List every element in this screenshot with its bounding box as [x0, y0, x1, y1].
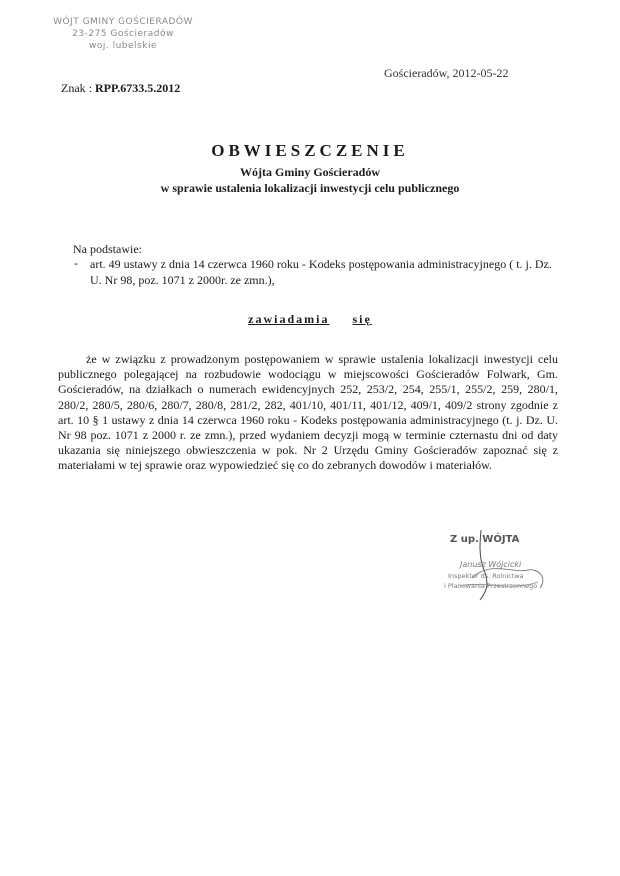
- stamp-line-2: 23-275 Gościeradów: [72, 29, 174, 39]
- document-subtitle-authority: Wójta Gminy Gościeradów: [240, 165, 380, 179]
- signature-position-1: Inspektor ds. Rolnictwa: [448, 572, 524, 580]
- notice-body: że w związku z prowadzonym postępowaniem w sprawie ustalenia lokalizacji inwestycji celu publicznego polegającej na rozbudowie wodociągu w miejscowości Gościeradów Folwark, Gm. Gościeradów, na działkach o numerach ewidencyjnych 252, 253/2, 254, 255/1, 255/2, 259, 280/1, 280/2, 280/5, 280/6, 280/7, 280/8, 281/2, 282, 401/10, 401/11, 401/12, 409/1, 409/2 strony zgodnie z art. 10 § 1 ustawy z dnia 14 czerwca 1960 roku - Kodeks postępowania administracyjnego (t. j. Dz. U. Nr 98 poz. 1071 z 2000 r. ze zmn.), przed wydaniem decyzji mogą w terminie czternastu dni od daty ukazania się niniejszego obwieszczenia w pok. Nr 2 Urzędu Gminy Gościeradów zapoznać się z materiałami w tej sprawie oraz wypowiedzieć się co do zebranych dowodów i materiałów.: [58, 352, 558, 473]
- document-title: OBWIESZCZENIE: [211, 141, 409, 160]
- signature-block: [420, 530, 560, 610]
- document-subtitle-subject: w sprawie ustalenia lokalizacji inwestycji celu publicznego: [160, 181, 460, 195]
- signature-authority: Z up. WÓJTA: [450, 534, 520, 545]
- reference-value: RPP.6733.5.2012: [95, 81, 181, 95]
- signature-name: Janusz Wójcicki: [460, 560, 522, 569]
- legal-basis-label: Na podstawie:: [73, 242, 142, 256]
- informs-word-1: zawiadamia: [248, 312, 330, 326]
- stamp-line-3: woj. lubelskie: [89, 41, 157, 51]
- legal-basis-bullet: -: [74, 256, 78, 270]
- place-and-date: Gościeradów, 2012-05-22: [384, 66, 509, 80]
- signature-position-2: i Planowania Przestrzennego: [444, 582, 538, 590]
- stamp-line-1: WÓJT GMINY GOŚCIERADÓW: [53, 17, 193, 27]
- office-stamp: [48, 16, 198, 52]
- legal-basis-item: art. 49 ustawy z dnia 14 czerwca 1960 roku - Kodeks postępowania administracyjnego ( t. j. Dz. U. Nr 98, poz. 1071 z 2000r. ze zmn.),: [90, 257, 552, 287]
- reference-label: Znak :: [61, 81, 92, 95]
- informs-heading: [0, 312, 620, 327]
- informs-word-2: się: [352, 312, 372, 326]
- reference-number: [61, 81, 180, 96]
